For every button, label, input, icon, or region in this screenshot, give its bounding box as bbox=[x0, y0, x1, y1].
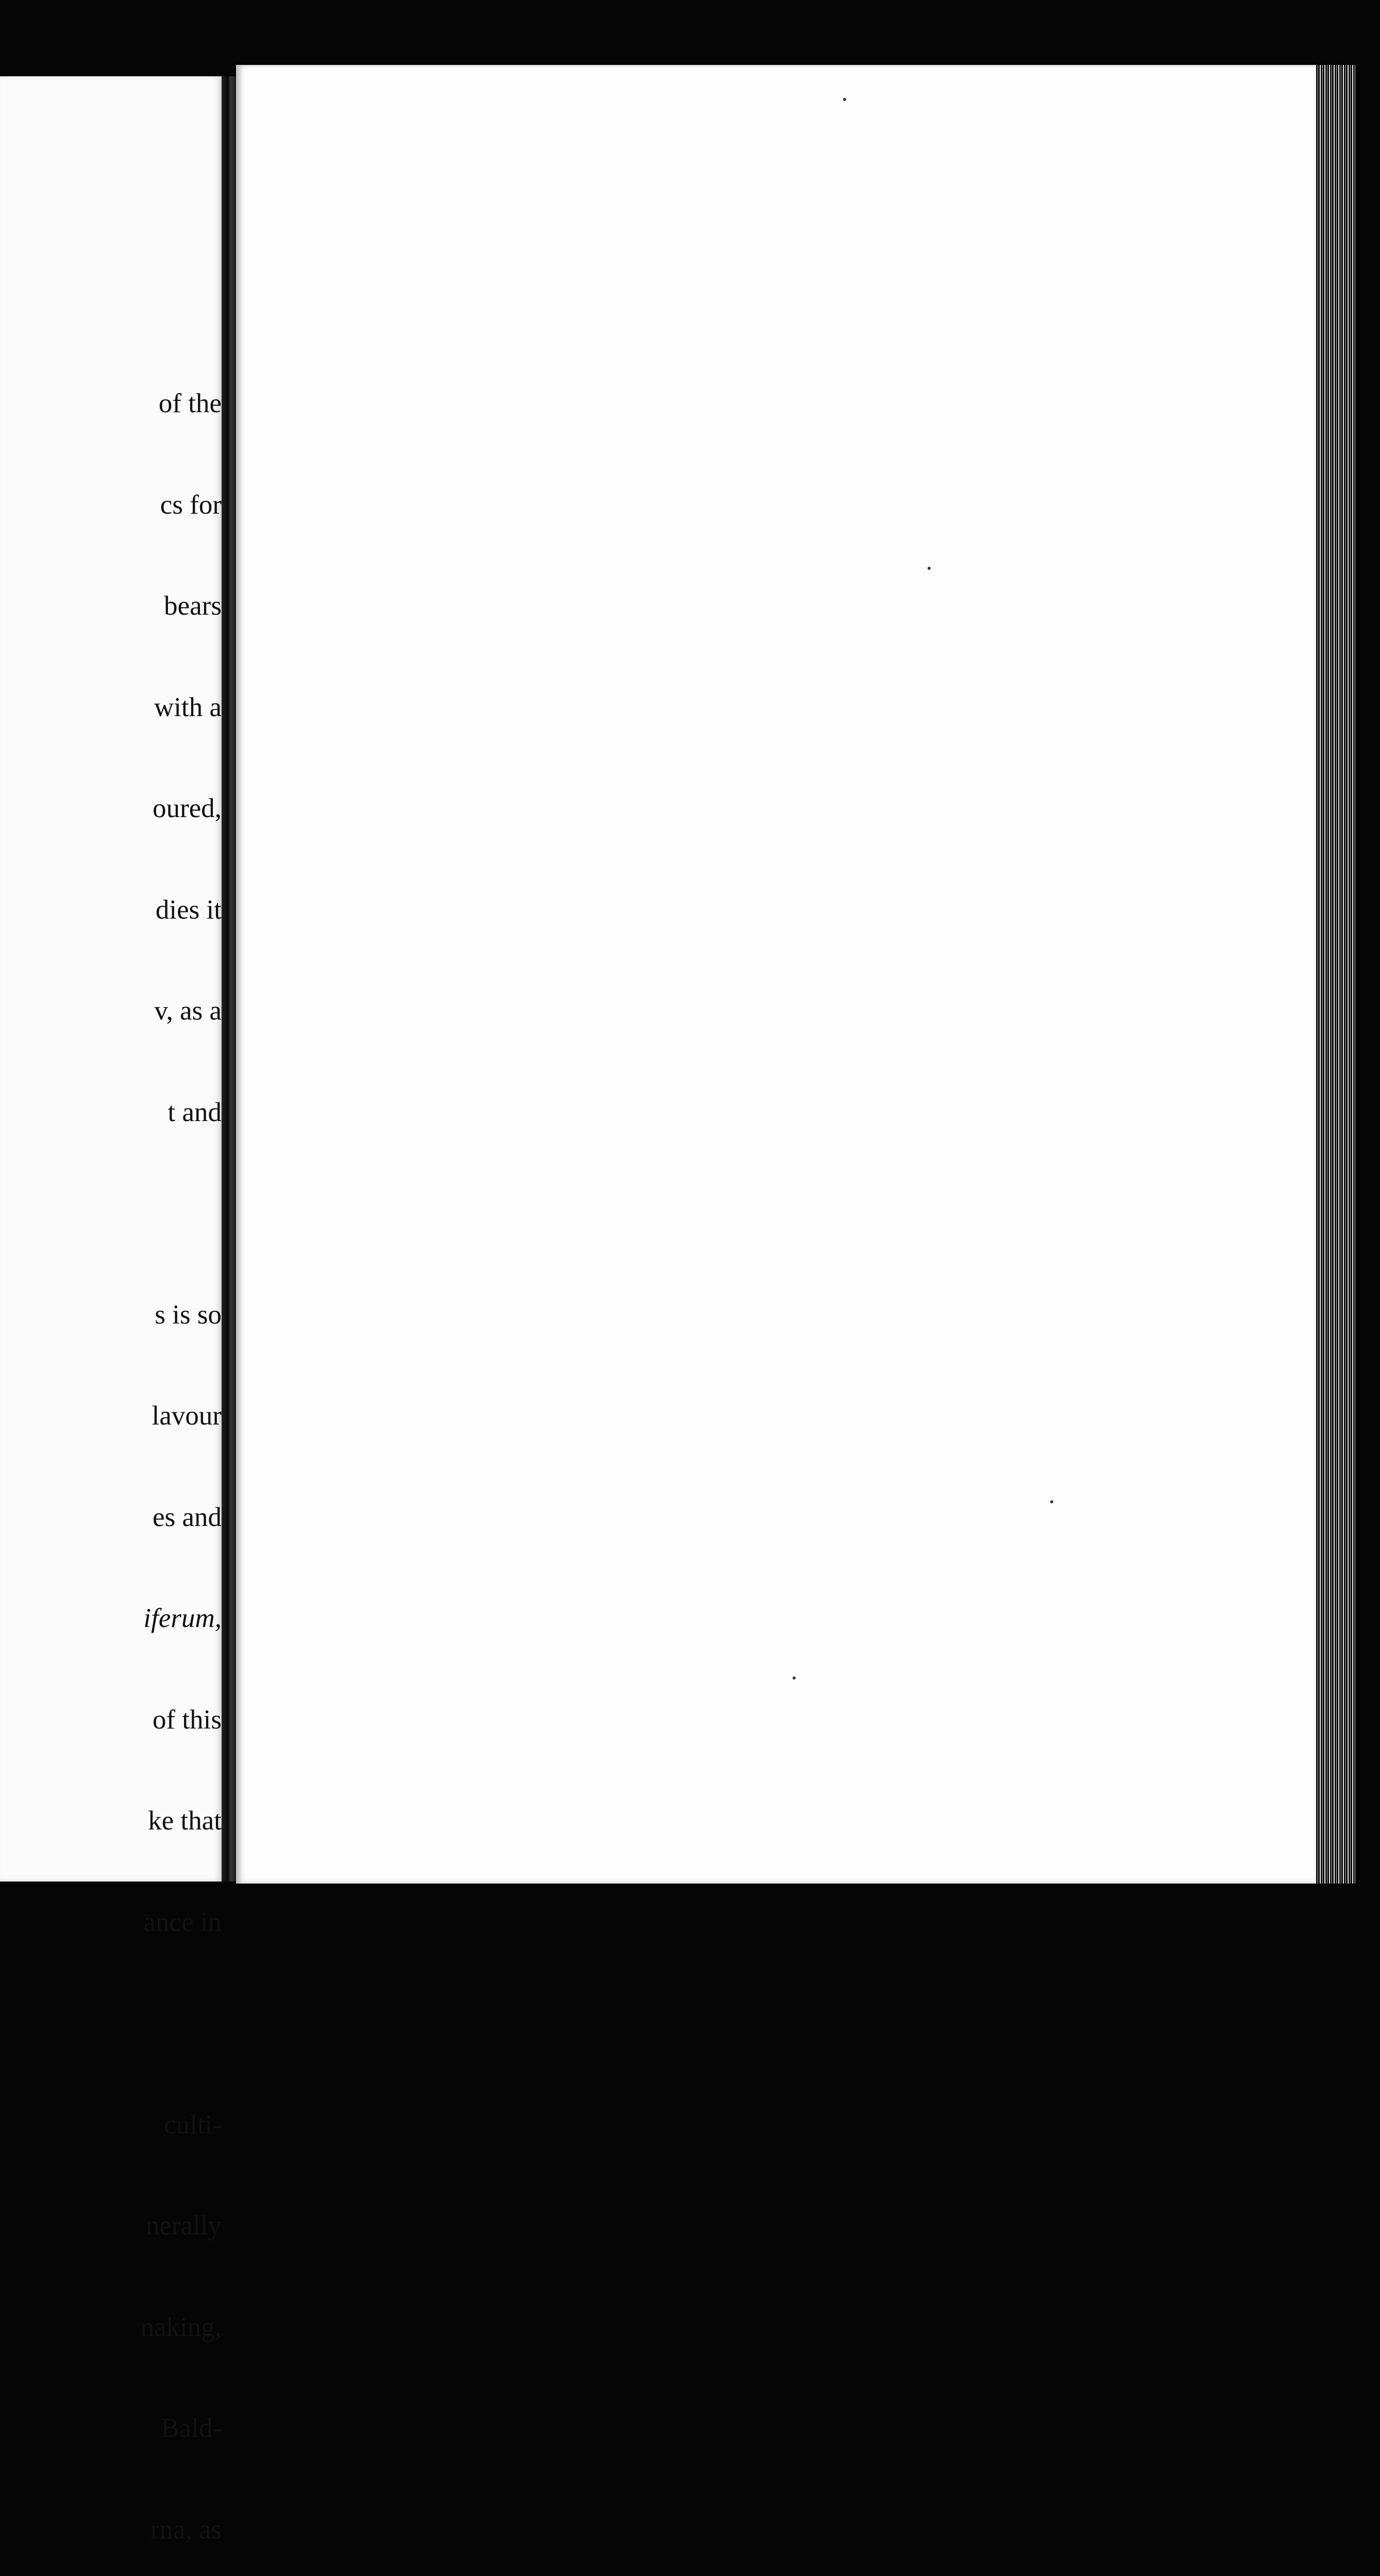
paragraph-gap bbox=[5, 2007, 222, 2041]
text-line: with a bbox=[154, 692, 222, 722]
text-line: cs for bbox=[160, 489, 222, 520]
text-line-italic: iferum, bbox=[143, 1603, 222, 1633]
book-gutter bbox=[222, 76, 237, 1882]
text-line: Bald- bbox=[161, 2413, 222, 2443]
dust-speck bbox=[928, 567, 931, 570]
text-line: dies it bbox=[155, 894, 222, 925]
text-line: culti- bbox=[164, 2109, 222, 2140]
dust-speck bbox=[1050, 1500, 1053, 1503]
text-line: of this bbox=[153, 1704, 222, 1735]
text-line: oured, bbox=[153, 793, 222, 823]
text-line: ke that bbox=[148, 1806, 222, 1836]
text-line: es and bbox=[153, 1502, 222, 1532]
text-line: bears bbox=[164, 591, 222, 621]
dust-speck bbox=[843, 98, 846, 101]
left-page bbox=[0, 76, 222, 2545]
paragraph-gap bbox=[5, 1197, 222, 1231]
text-line: ance in bbox=[143, 1907, 222, 1937]
text-line: s is so bbox=[155, 1299, 222, 1330]
text-line: lavour bbox=[152, 1401, 222, 1431]
text-line: naking, bbox=[140, 2312, 222, 2342]
text-line: t and bbox=[167, 1097, 222, 1127]
dust-speck bbox=[793, 1676, 796, 1680]
text-line: of the bbox=[158, 388, 222, 418]
left-page-text bbox=[5, 319, 222, 2576]
text-line: rna, as bbox=[150, 2514, 222, 2545]
text-line: nerally bbox=[145, 2211, 222, 2241]
page-edges bbox=[1315, 65, 1356, 1884]
right-page-blank bbox=[236, 65, 1315, 1884]
text-line: v, as a bbox=[154, 996, 222, 1026]
